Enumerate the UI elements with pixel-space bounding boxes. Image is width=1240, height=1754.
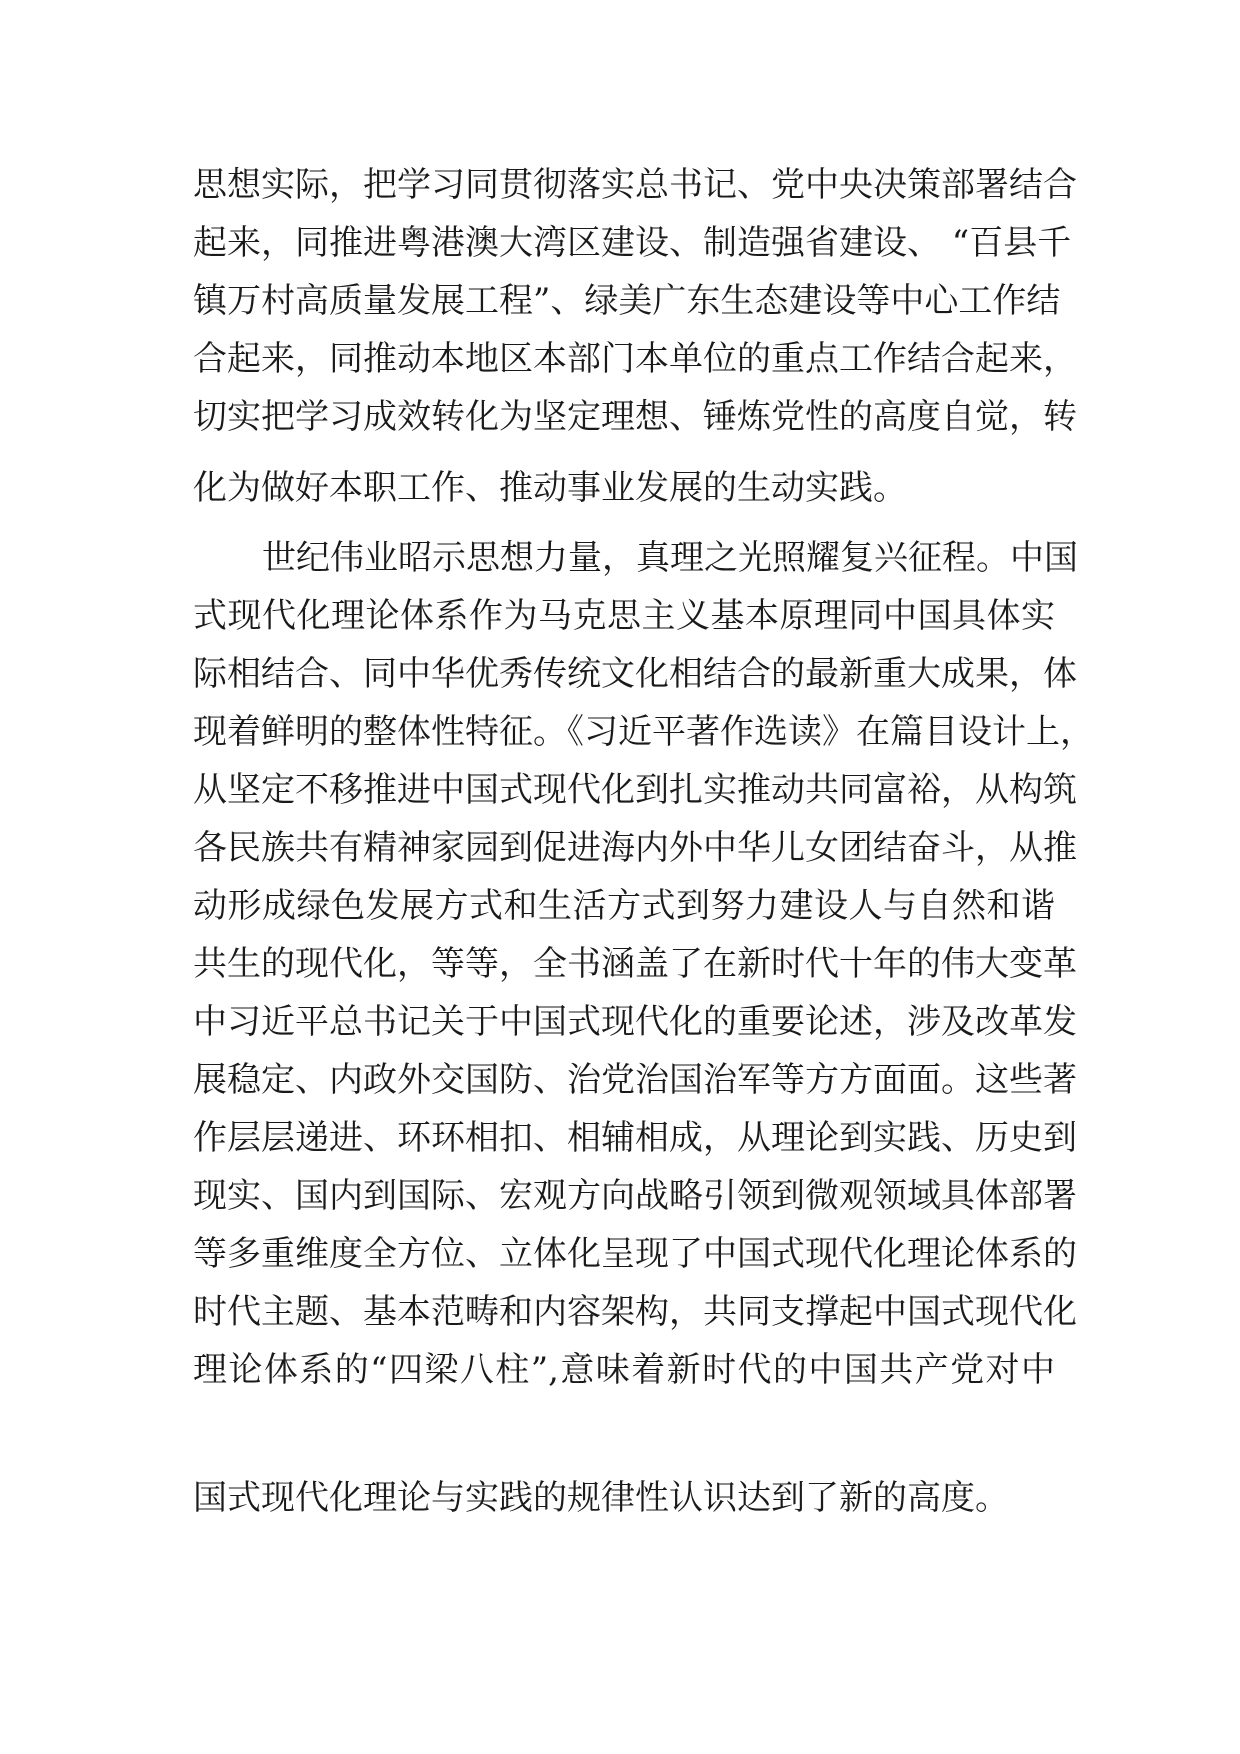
paragraph-line: 动形成绿色发展方式和生活方式到努力建设人与自然和谐 <box>193 886 1055 926</box>
paragraph-line: 世纪伟业昭示思想力量，真理之光照耀复兴征程。中国 <box>262 538 1078 578</box>
paragraph-line: 思想实际，把学习同贯彻落实总书记、党中央决策部署结合 <box>193 165 1077 205</box>
paragraph-line: 式现代化理论体系作为马克思主义基本原理同中国具体实 <box>193 596 1055 636</box>
paragraph-line: 起来，同推进粤港澳大湾区建设、制造强省建设、 “百县千 <box>193 223 1072 263</box>
paragraph-line: 中习近平总书记关于中国式现代化的重要论述，涉及改革发 <box>193 1002 1077 1042</box>
paragraph-line: 切实把学习成效转化为坚定理想、锤炼党性的高度自觉，转 <box>193 397 1077 437</box>
paragraph-line: 等多重维度全方位、立体化呈现了中国式现代化理论体系的 <box>193 1234 1077 1274</box>
paragraph-line: 作层层递进、环环相扣、相辅相成，从理论到实践、历史到 <box>193 1118 1077 1158</box>
paragraph-line: 展稳定、内政外交国防、治党治国治军等方方面面。这些著 <box>193 1060 1077 1100</box>
paragraph-line: 共生的现代化，等等，全书涵盖了在新时代十年的伟大变革 <box>193 944 1077 984</box>
paragraph-line: 理论体系的“四梁八柱”,意味着新时代的中国共产党对中 <box>193 1350 1055 1390</box>
paragraph-line: 现实、国内到国际、宏观方向战略引领到微观领域具体部署 <box>193 1176 1077 1216</box>
paragraph-line: 际相结合、同中华优秀传统文化相结合的最新重大成果，体 <box>193 654 1077 694</box>
paragraph-line: 合起来，同推动本地区本部门本单位的重点工作结合起来， <box>193 339 1077 379</box>
paragraph-line: 现着鲜明的整体性特征。《习近平著作选读》在篇目设计上， <box>193 712 1094 752</box>
paragraph-line: 各民族共有精神家园到促进海内外中华儿女团结奋斗，从推 <box>193 828 1077 868</box>
paragraph-line: 国式现代化理论与实践的规律性认识达到了新的高度。 <box>193 1478 1009 1518</box>
paragraph-line: 化为做好本职工作、推动事业发展的生动实践。 <box>193 468 907 508</box>
paragraph-line: 镇万村高质量发展工程”、绿美广东生态建设等中心工作结 <box>193 281 1061 321</box>
paragraph-line: 时代主题、基本范畴和内容架构，共同支撑起中国式现代化 <box>193 1292 1077 1332</box>
paragraph-line: 从坚定不移推进中国式现代化到扎实推动共同富裕，从构筑 <box>193 770 1077 810</box>
